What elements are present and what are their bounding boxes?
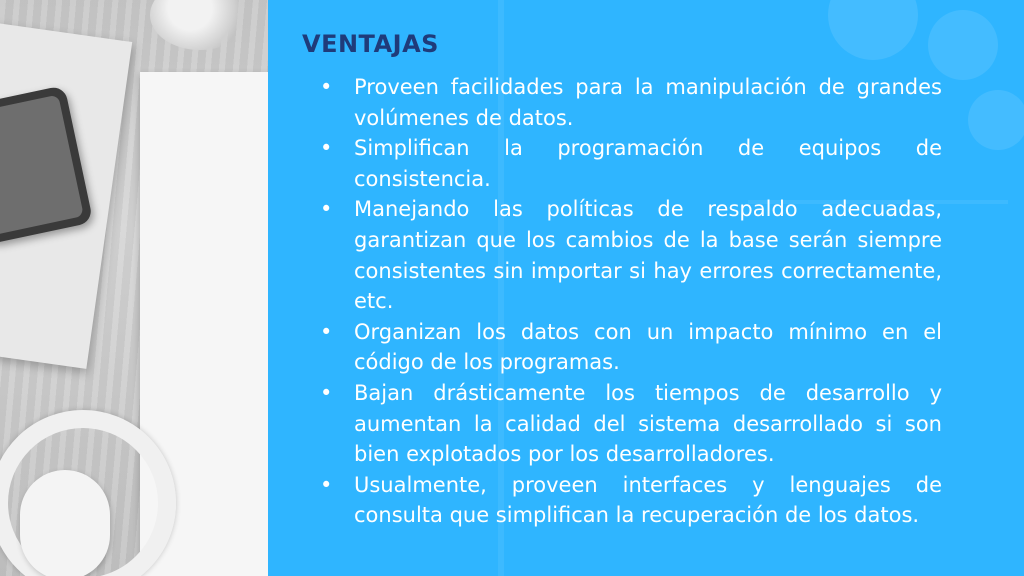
- decor-circle: [928, 10, 998, 80]
- bullet-dot: •: [320, 75, 333, 99]
- bullet-dot: •: [320, 319, 333, 344]
- bullet-item: [320, 317, 942, 378]
- slide-title: VENTAJAS: [302, 30, 439, 58]
- bullet-text: Manejando las políticas de respaldo adecuadas, garantizan que los cambios de la base serán siempre consistentes sin importar si hay errores correctamente, etc.: [354, 197, 942, 314]
- headphones-cup-image: [20, 470, 110, 576]
- background-photo: [0, 0, 268, 576]
- bullet-item: [320, 378, 942, 470]
- bullet-text: Organizan los datos con un impacto mínimo en el código de los programas.: [354, 319, 942, 375]
- bullet-dot: •: [320, 380, 333, 405]
- bullet-item: [320, 72, 942, 133]
- bullet-dot: •: [320, 136, 333, 161]
- content-panel: [268, 0, 1024, 576]
- bullet-item: [320, 194, 942, 316]
- bullet-item: [320, 133, 942, 194]
- bullet-item: [320, 470, 942, 531]
- bullet-text: Usualmente, proveen interfaces y lenguajes de consulta que simplifican la recuperación de los datos.: [354, 472, 942, 528]
- bullet-text: Simplifican la programación de equipos de consistencia.: [354, 136, 942, 191]
- decor-circle: [968, 90, 1024, 150]
- bullet-text: Proveen facilidades para la manipulación de grandes volúmenes de datos.: [354, 75, 942, 130]
- bullet-list: [320, 72, 942, 531]
- decor-circle: [828, 0, 918, 60]
- bullet-dot: •: [320, 197, 333, 222]
- bullet-text: Bajan drásticamente los tiempos de desarrollo y aumentan la calidad del sistema desarrollado si son bien explotados por los desarrolladores.: [354, 380, 942, 467]
- bullet-dot: •: [320, 472, 333, 497]
